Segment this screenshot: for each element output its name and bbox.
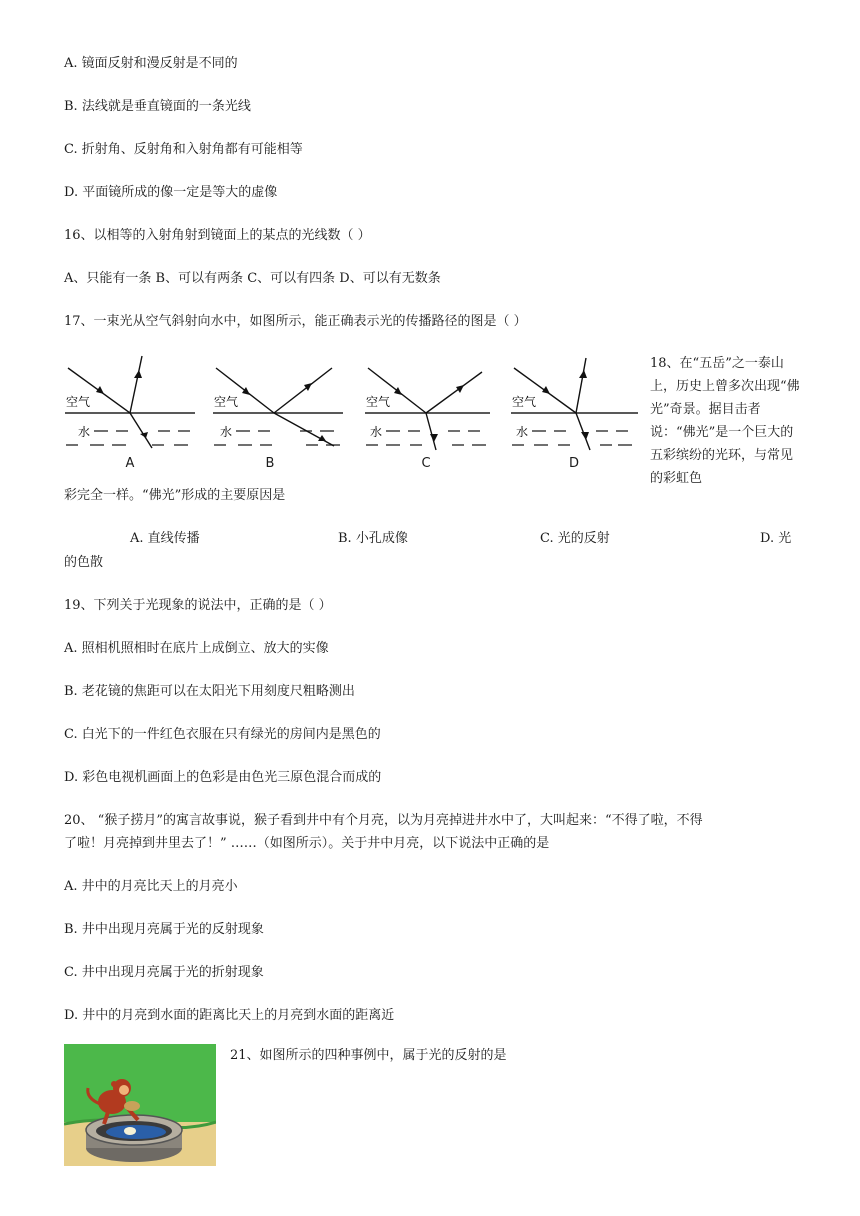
figure-letter-a: A [125,456,135,471]
q20-stem-line2: 了啦！月亮掉到井里去了！” ……（如图所示）。关于井中月亮，以下说法中正确的是 [64,836,550,851]
air-label: 空气 [214,395,239,409]
air-label: 空气 [512,395,537,409]
figure-letter-c: C [421,456,431,471]
water-label: 水 [516,425,529,439]
q20-option-d: D. 井中的月亮到水面的距离比天上的月亮到水面的距离近 [64,1008,395,1023]
q17-figure-b [208,350,348,476]
q18-option-d: D. 光 [760,531,792,546]
air-label: 空气 [366,395,391,409]
q16-stem: 16、以相等的入射角射到镜面上的某点的光线数（ ） [64,228,371,243]
q17-figure-d [506,350,646,476]
q15-option-a: A. 镜面反射和漫反射是不同的 [64,56,238,71]
water-label: 水 [370,425,383,439]
q18-option-a: A. 直线传播 [130,531,200,546]
q19-option-d: D. 彩色电视机画面上的色彩是由色光三原色混合而成的 [64,770,382,785]
q21-stem: 21、如图所示的四种事例中，属于光的反射的是 [230,1048,507,1063]
figure-letter-b: B [265,456,275,471]
monkey-well-picture [64,1044,216,1166]
q20-stem-line1: 20、 “猴子捞月”的寓言故事说，猴子看到井中有个月亮，以为月亮掉进井水中了，大叫起来：“不得了啦，不得 [64,813,703,828]
monkey-well-illustration [64,1044,216,1166]
q20-option-b: B. 井中出现月亮属于光的反射现象 [64,922,264,937]
q17-stem: 17、一束光从空气斜射向水中，如图所示，能正确表示光的传播路径的图是（ ） [64,314,527,329]
q18-option-d-continued: 的色散 [64,555,104,570]
q17-figure-a [60,350,200,476]
q18-option-b: B. 小孔成像 [338,531,408,546]
air-label: 空气 [66,395,91,409]
q20-option-c: C. 井中出现月亮属于光的折射现象 [64,965,264,980]
water-label: 水 [78,425,91,439]
q19-stem: 19、下列关于光现象的说法中，正确的是（ ） [64,598,332,613]
q19-option-a: A. 照相机照相时在底片上成倒立、放大的实像 [64,641,329,656]
q19-option-c: C. 白光下的一件红色衣服在只有绿光的房间内是黑色的 [64,727,381,742]
q15-option-b: B. 法线就是垂直镜面的一条光线 [64,99,251,114]
q17-figure-c [360,350,500,476]
q15-option-d: D. 平面镜所成的像一定是等大的虚像 [64,185,278,200]
q17-figures [60,350,640,476]
q18-stem-wrapped: 18、在“五岳”之一泰山上，历史上曾多次出现“佛光”奇景。据目击者说：“佛光”是一个巨大的五彩缤纷的光环，与常见的彩虹色 [650,356,800,486]
q20-option-a: A. 井中的月亮比天上的月亮小 [64,879,238,894]
q19-option-b: B. 老花镜的焦距可以在太阳光下用刻度尺粗略测出 [64,684,355,699]
q18-option-c: C. 光的反射 [540,531,610,546]
q16-options: A、只能有一条 B、可以有两条 C、可以有四条 D、可以有无数条 [64,271,441,286]
figure-letter-d: D [568,456,579,471]
water-label: 水 [220,425,233,439]
q15-option-c: C. 折射角、反射角和入射角都有可能相等 [64,142,303,157]
q18-stem-continued: 彩完全一样。“佛光”形成的主要原因是 [64,488,286,503]
